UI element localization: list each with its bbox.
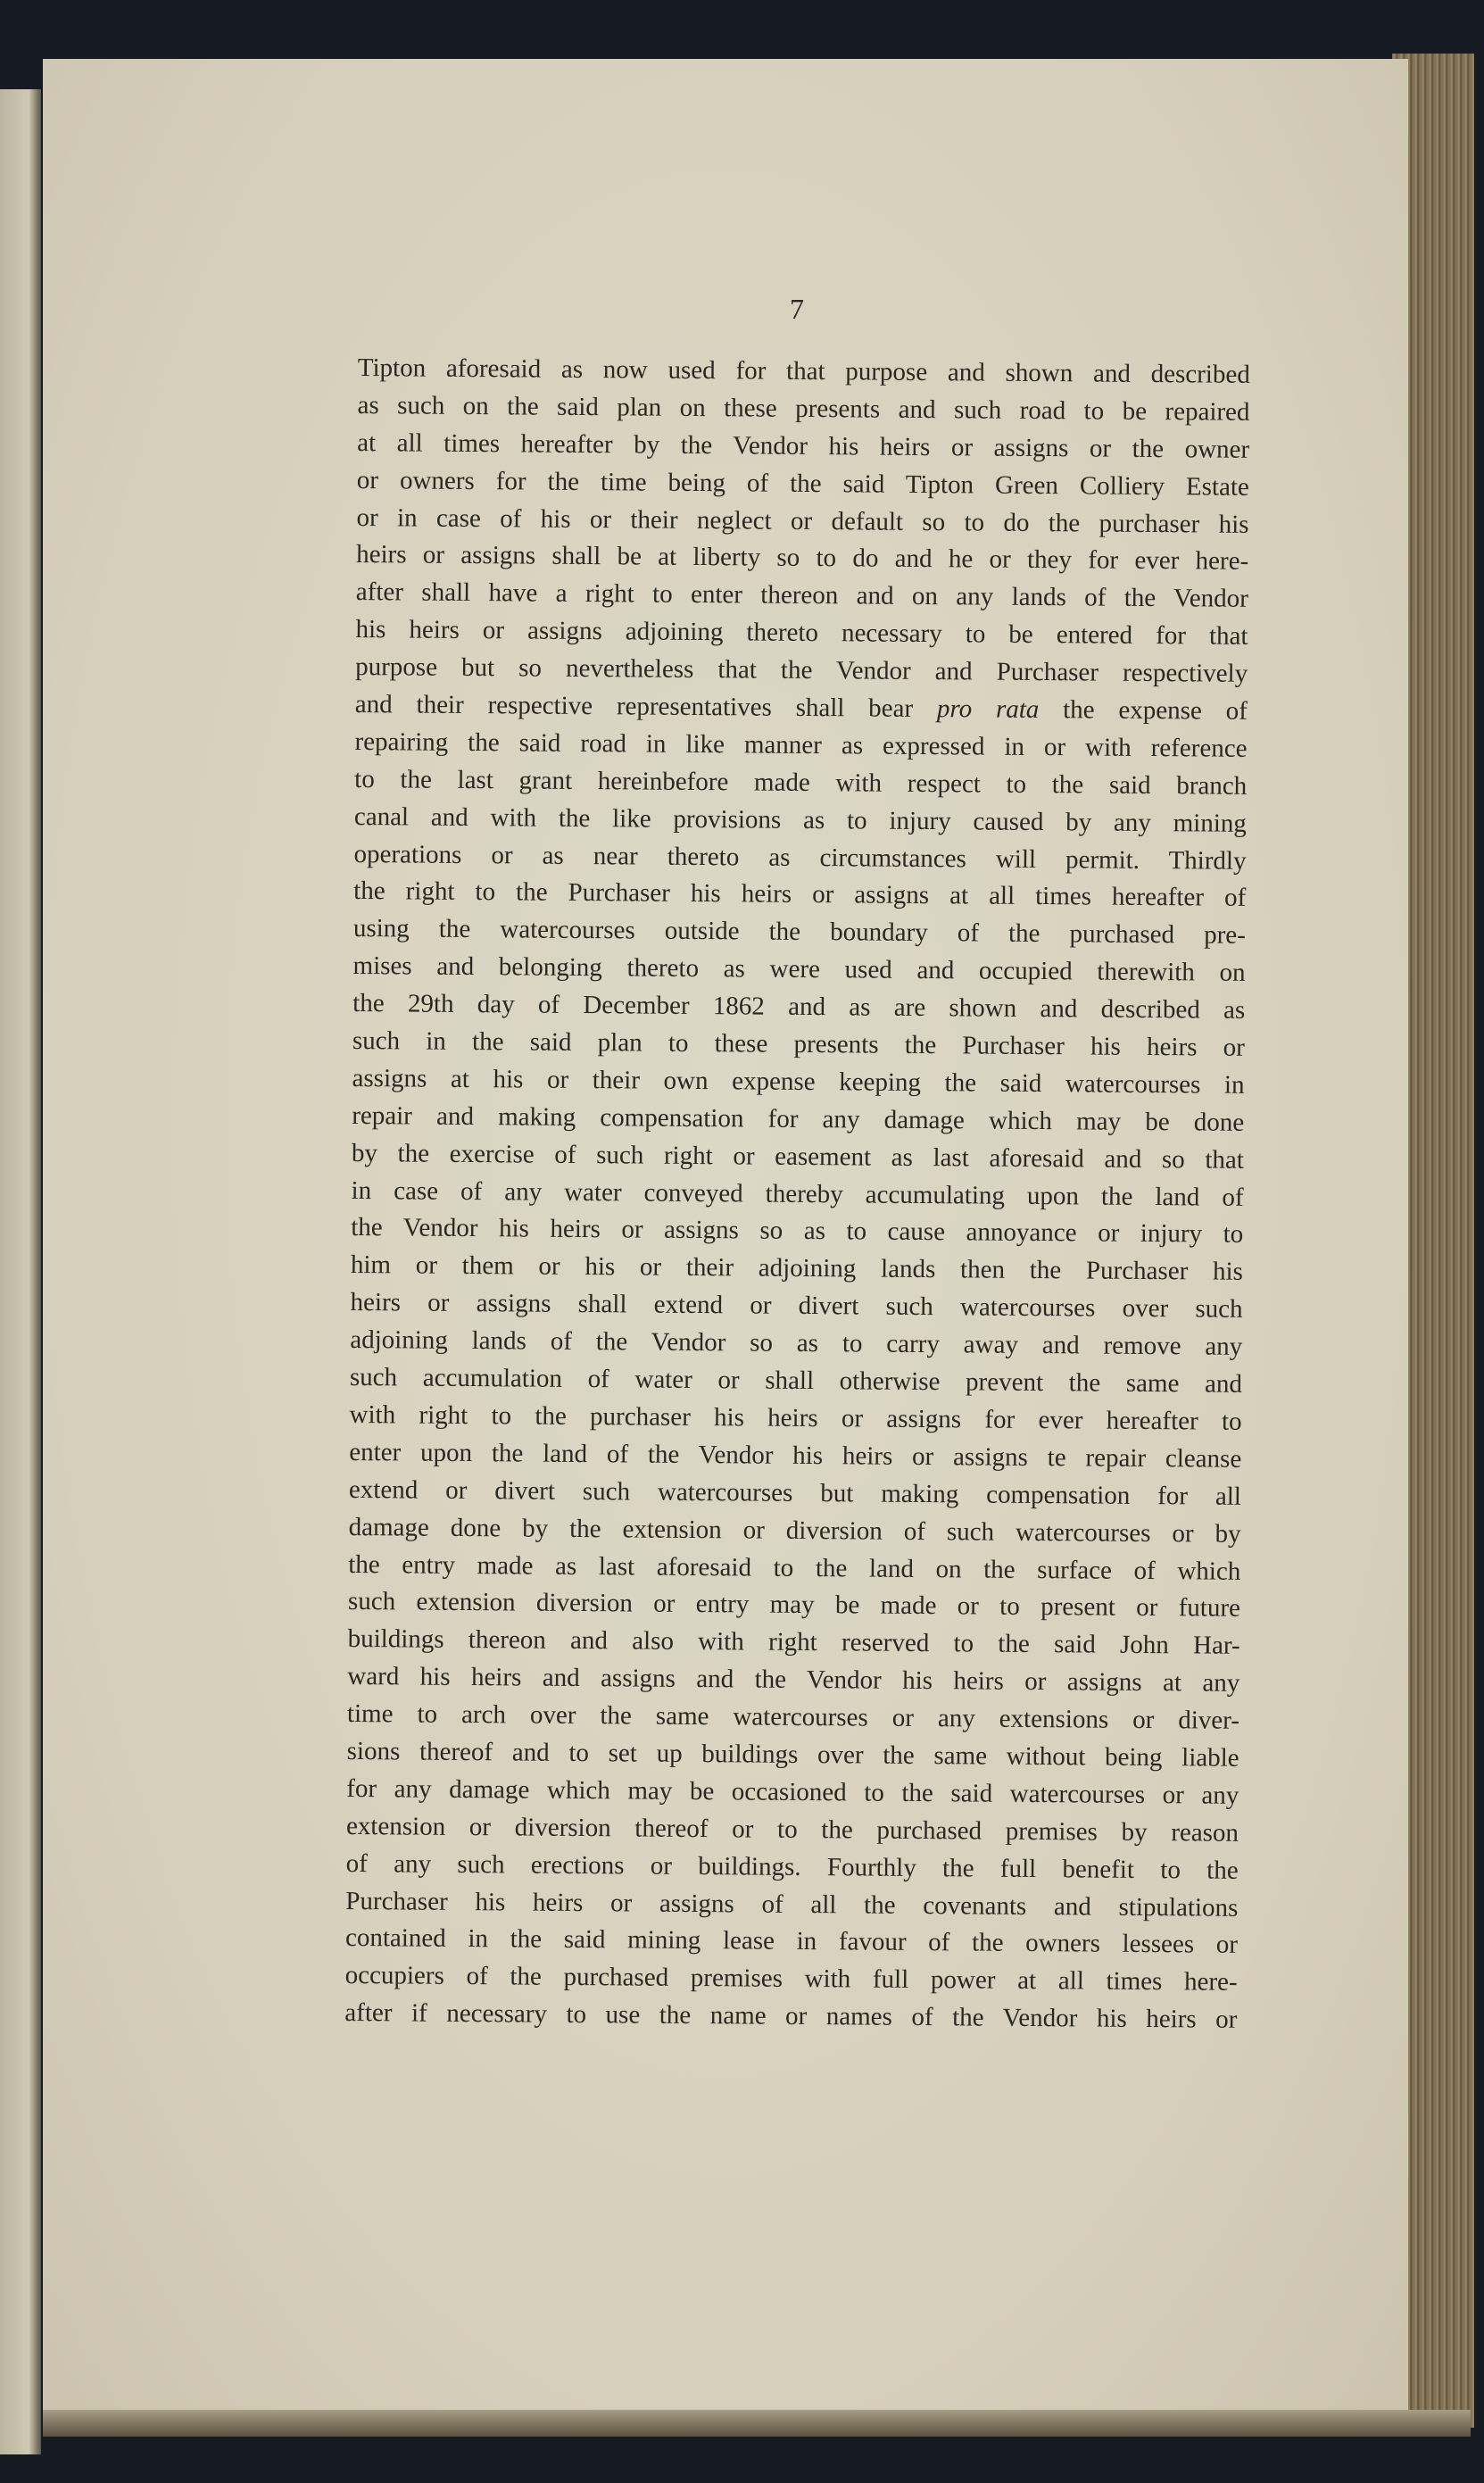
text-line: his heirs or assigns adjoining thereto necessary to be entered for that: [355, 615, 1248, 652]
text-line: operations or as near thereto as circumstances will permit. Thirdly: [353, 839, 1247, 876]
text-line: him or them or his or their adjoining lands then the Purchaser his: [350, 1250, 1244, 1287]
text-line: buildings thereon and also with right reserved to the said John Har-: [347, 1624, 1240, 1661]
body-text: [344, 350, 1250, 2039]
text-line: by the exercise of such right or easement as last aforesaid and so that: [351, 1138, 1245, 1175]
text-line: occupiers of the purchased premises with full power at all times here-: [344, 1961, 1238, 1997]
text-line: the entry made as last aforesaid to the land on the surface of which: [348, 1549, 1241, 1586]
text-line: damage done by the extension or diversion of such watercourses or by: [348, 1512, 1241, 1549]
text-line: as such on the said plan on these presents and such road to be repaired: [357, 390, 1250, 427]
book-bottom-edge: [43, 2410, 1471, 2437]
text-segment: and their respective representatives shall bear: [354, 690, 914, 723]
text-line: assigns at his or their own expense keeping the said watercourses in: [352, 1063, 1245, 1100]
page-number: 7: [790, 293, 804, 325]
text-line: or in case of his or their neglect or default so to do the purchaser his: [356, 502, 1249, 539]
text-line: repair and making compensation for any damage which may be done: [352, 1100, 1245, 1137]
text-line: after if necessary to use the name or names of the Vendor his heirs or: [344, 1998, 1238, 2034]
text-line: in case of any water conveyed thereby accumulating upon the land of: [351, 1175, 1244, 1212]
text-line: such accumulation of water or shall otherwise prevent the same and: [349, 1363, 1243, 1399]
text-line: repairing the said road in like manner as expressed in or with reference: [354, 727, 1248, 763]
text-line: extension or diversion thereof or to the purchased premises by reason: [345, 1811, 1239, 1848]
text-line: such extension diversion or entry may be made or to present or future: [347, 1587, 1241, 1624]
text-line: the right to the Purchaser his heirs or assigns at all times hereafter of: [353, 876, 1247, 913]
text-line: after shall have a right to enter thereon and on any lands of the Vendor: [355, 577, 1248, 614]
text-line: adjoining lands of the Vendor so as to carry away and remove any: [350, 1325, 1243, 1361]
text-line: at all times hereafter by the Vendor his heirs or assigns or the owner: [357, 428, 1250, 464]
text-line: mises and belonging thereto as were used and occupied therewith on: [352, 951, 1246, 988]
text-line: time to arch over the same watercourses or any extensions or diver-: [346, 1699, 1240, 1735]
text-line: ward his heirs and assigns and the Vendor his heirs or assigns at any: [347, 1662, 1240, 1698]
text-line: canal and with the like provisions as to injury caused by any mining: [353, 801, 1247, 838]
italic-phrase: pro rata: [936, 694, 1040, 725]
text-line: using the watercourses outside the boundary of the purchased pre-: [352, 914, 1247, 951]
text-line: enter upon the land of the Vendor his heirs or assigns te repair cleanse: [349, 1437, 1242, 1474]
text-line: such in the said plan to these presents the Purchaser his heirs or: [352, 1026, 1246, 1062]
text-line: the 29th day of December 1862 and as are shown and described as: [352, 989, 1246, 1025]
text-line: the Vendor his heirs or assigns so as to cause annoyance or injury to: [351, 1213, 1244, 1250]
text-segment: the expense of: [1063, 695, 1248, 726]
text-line: purpose but so nevertheless that the Vendor and Purchaser respectively: [355, 652, 1248, 688]
text-line: heirs or assigns shall be at liberty so to do and he or they for ever here-: [356, 540, 1249, 577]
text-line: to the last grant hereinbefore made with respect to the said branch: [354, 764, 1248, 801]
text-line: Purchaser his heirs or assigns of all the covenants and stipulations: [345, 1886, 1239, 1922]
text-line: with right to the purchaser his heirs or assigns for ever hereafter to: [349, 1399, 1242, 1436]
text-line: Tipton aforesaid as now used for that purpose and shown and described: [357, 353, 1250, 389]
text-line: contained in the said mining lease in favour of the owners lessees or: [344, 1923, 1239, 1960]
text-line: extend or divert such watercourses but making compensation for all: [348, 1474, 1242, 1511]
text-line: sions thereof and to set up buildings over the same without being liable: [346, 1736, 1239, 1773]
text-line: for any damage which may be occasioned to the said watercourses or any: [346, 1773, 1239, 1810]
text-line: heirs or assigns shall extend or divert such watercourses over such: [350, 1288, 1243, 1325]
previous-page-edge: [0, 89, 41, 2454]
text-line: or owners for the time being of the said Tipton Green Colliery Estate: [356, 465, 1249, 502]
text-line: of any such erections or buildings. Fourthly the full benefit to the: [345, 1848, 1239, 1885]
